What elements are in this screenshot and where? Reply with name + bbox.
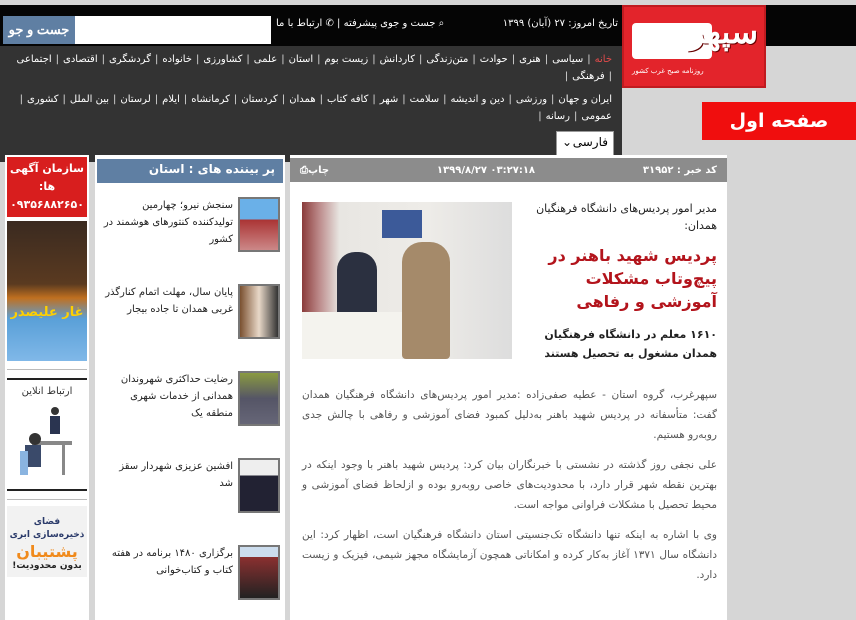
news-title[interactable]: پایان سال، مهلت اتمام کنارگذر غربی همدان تا جاده بیجار [105, 287, 233, 315]
print-button[interactable] [300, 165, 329, 176]
nav-separator: | [551, 94, 555, 105]
logo-subtitle: روزنامه صبح غرب کشور [632, 67, 704, 75]
nav-item[interactable]: هنری [519, 54, 541, 65]
nav-separator: | [587, 54, 591, 65]
popular-title: پر بیننده های : استان [97, 159, 283, 183]
nav-separator: | [281, 94, 286, 105]
article-headline: پردیس شهید باهنر در پیچ‌وتاب مشکلات آموزشی و رفاهی [548, 246, 717, 311]
article-top [290, 182, 727, 363]
news-title[interactable]: افشین عزیزی شهردار سقز شد [119, 461, 233, 489]
nav-item[interactable]: لرستان [120, 94, 151, 105]
article-datetime: ۱۳۹۹/۸/۲۷ ۰۳:۲۷:۱۸ [436, 164, 536, 176]
ads-sidebar [5, 155, 89, 620]
nav-separator: | [402, 94, 406, 105]
nav-separator: | [317, 54, 321, 65]
nav-separator: | [472, 54, 476, 65]
nav-separator: | [55, 54, 60, 65]
nav-item[interactable]: عمومی [581, 111, 612, 122]
cave-ad-title: غار علیصدر [10, 305, 84, 320]
nav-item[interactable]: ایلام [162, 94, 180, 105]
nav-separator: | [154, 54, 159, 65]
news-thumbnail[interactable] [238, 371, 280, 426]
nav-item[interactable]: استان [288, 54, 314, 65]
nav-item[interactable]: بین الملل [69, 94, 110, 105]
nav-item[interactable]: متن‌زندگی [426, 54, 469, 65]
nav-separator: | [544, 54, 549, 65]
nav-row-1 [8, 51, 614, 85]
online-contact-label[interactable]: ارتباط انلاین [21, 386, 73, 397]
first-page-banner[interactable]: صفحه اول [702, 102, 856, 140]
news-thumbnail[interactable] [238, 284, 280, 339]
news-item[interactable] [95, 545, 285, 605]
cloud-storage-ad[interactable] [7, 506, 87, 577]
news-item[interactable] [95, 197, 285, 257]
nav-item[interactable]: زیست بوم [324, 54, 369, 65]
cloud-ad-brand: پشتیبان [16, 542, 78, 561]
nav-item[interactable]: همدان [289, 94, 316, 105]
online-support-illustration[interactable] [17, 401, 77, 481]
nav-separator: | [511, 54, 516, 65]
nav-separator: | [372, 54, 376, 65]
nav-separator: | [508, 94, 512, 105]
nav-separator: | [101, 54, 105, 65]
printer-icon: ⎙ [300, 164, 309, 176]
nav-item[interactable]: اجتماعی [16, 54, 52, 65]
nav-separator: | [233, 94, 238, 105]
contact-link[interactable]: ارتباط با ما [276, 18, 323, 29]
nav-item[interactable]: علمی [253, 54, 278, 65]
news-code: کد خبر : ۳۱۹۵۲ [642, 164, 717, 176]
article-lead: مدیر امور پردیس‌های دانشگاه فرهنگیان همدان: [536, 202, 717, 232]
search-input[interactable] [75, 16, 271, 44]
nav-item[interactable]: اقتصادی [63, 54, 98, 65]
nav-item[interactable]: حوادث [479, 54, 508, 65]
advanced-search-link[interactable]: جست و جوی پیشرفته [343, 18, 436, 29]
nav-separator: | [183, 94, 188, 105]
header-links: ⌕ جست و جوی پیشرفته | ✆ ارتباط با ما [276, 18, 445, 29]
ad-org-label: سازمان آگهی ها: [10, 162, 84, 193]
cave-ad-banner[interactable] [7, 221, 87, 361]
nav-separator: | [418, 54, 423, 65]
nav-item[interactable]: کاردانش [379, 54, 415, 65]
news-thumbnail[interactable] [238, 458, 280, 513]
nav-item[interactable]: کشوری [27, 94, 59, 105]
nav-separator: | [538, 111, 542, 122]
news-title[interactable]: برگزاری ۱۴۸۰ برنامه در هفته کتاب و کتاب‌خوانی [111, 548, 233, 576]
divider [7, 369, 87, 370]
article-photo [302, 202, 512, 359]
news-item[interactable] [95, 371, 285, 431]
nav-separator: | [281, 54, 285, 65]
ad-org-phone: ۰۹۳۵۶۸۸۲۶۵۰ [10, 198, 84, 211]
nav-item[interactable]: خانه [594, 54, 612, 65]
paragraph: علی نجفی روز گذشته در نشستی با خبرنگاران بیان کرد: پردیس شهید باهنر با وجود اینکه در بهترین نقطه شهر قرار دارد، با محدودیت‌های خاصی روبه‌رو بوده و ازلحاظ فضای آموزشی و محیط تحصیل با مشکلات فراوانی مواجه است. [302, 459, 717, 511]
cloud-ad-line1: فضای ذخیره‌سازی ابری [9, 517, 85, 540]
print-label: چاپ [308, 164, 330, 176]
nav-separator: | [319, 94, 323, 105]
nav-item[interactable]: کافه کتاب [327, 94, 369, 105]
nav-item[interactable]: رسانه [545, 111, 571, 122]
nav-separator: | [113, 94, 117, 105]
news-thumbnail[interactable] [238, 545, 280, 600]
divider [7, 499, 87, 500]
nav-separator: | [574, 111, 578, 122]
nav-item[interactable]: کشاورزی [203, 54, 243, 65]
nav-item[interactable]: ورزشی [515, 94, 548, 105]
nav-item[interactable]: سیاسی [552, 54, 584, 65]
article-body [302, 385, 717, 585]
nav-separator: | [443, 94, 447, 105]
nav-item[interactable]: شهر [379, 94, 399, 105]
nav-separator: | [564, 71, 569, 82]
nav-separator: | [608, 71, 612, 82]
news-title[interactable]: رضایت حداکثری شهروندان همدانی از خدمات شهری منطقه یک [120, 374, 233, 419]
logo-mark: سپهر [689, 13, 758, 51]
divider [7, 378, 87, 380]
nav-item[interactable]: سلامت [409, 94, 440, 105]
nav-separator: | [246, 54, 250, 65]
article-intro [527, 192, 717, 363]
nav-item[interactable]: خانواده [162, 54, 192, 65]
chevron-down-icon: ⌄ [562, 135, 573, 149]
nav-separator: | [196, 54, 200, 65]
paragraph: وی با اشاره به اینکه تنها دانشگاه تک‌جنسیتی استان دانشگاه فرهنگیان است، اظهار کرد: این دانشگاه سال ۱۳۷۱ آغاز به‌کار کرده و امکاناتی همچون آزمایشگاه مجهز شیمی، فیزیک و زیست دارد. [302, 529, 717, 581]
language-value: فارسی [572, 135, 608, 149]
article-summary: ۱۶۱۰ معلم در دانشگاه فرهنگیان همدان مشغول به تحصیل هستند [544, 328, 717, 360]
nav-item[interactable]: ایران و جهان [558, 94, 612, 105]
news-thumbnail[interactable] [238, 197, 280, 252]
search-button[interactable]: جست و جو [3, 16, 75, 44]
news-item[interactable] [95, 458, 285, 518]
nav-separator: | [62, 94, 66, 105]
nav-item[interactable]: کرمانشاه [191, 94, 230, 105]
nav-row-2 [8, 91, 614, 125]
news-item[interactable] [95, 284, 285, 344]
nav-item[interactable]: گردشگری [108, 54, 151, 65]
nav-separator: | [154, 94, 159, 105]
popular-news-panel [95, 155, 285, 620]
nav-item[interactable]: دین و اندیشه [450, 94, 505, 105]
language-select[interactable] [556, 131, 614, 156]
phone-icon: ✆ [325, 18, 334, 29]
main-nav [0, 46, 622, 162]
nav-item[interactable]: فرهنگی [572, 71, 605, 82]
today-date: تاریخ امروز: ۲۷ (آبان) ۱۳۹۹ [502, 18, 618, 29]
ad-org-banner[interactable] [7, 157, 87, 217]
site-logo[interactable] [622, 5, 766, 88]
nav-item[interactable]: کردستان [241, 94, 278, 105]
article-panel [290, 155, 727, 620]
search-icon: ⌕ [438, 18, 445, 29]
news-title[interactable]: سنجش نیرو؛ چهارمین تولیدکننده کنتورهای هوشمند در کشور [103, 200, 233, 245]
nav-separator: | [19, 94, 24, 105]
divider [7, 489, 87, 491]
paragraph: سپهرغرب، گروه استان - عطیه صفی‌زاده :مدیر امور پردیس‌های دانشگاه فرهنگیان همدان گفت: متأسفانه در پردیس شهید باهنر به‌دلیل کمبود فضای آموزشی و رفاهی با چالش جدی روبه‌رو هستیم. [302, 389, 717, 441]
article-meta-bar [290, 158, 727, 182]
cloud-ad-line2: بدون محدودیت! [12, 561, 82, 571]
nav-separator: | [372, 94, 376, 105]
